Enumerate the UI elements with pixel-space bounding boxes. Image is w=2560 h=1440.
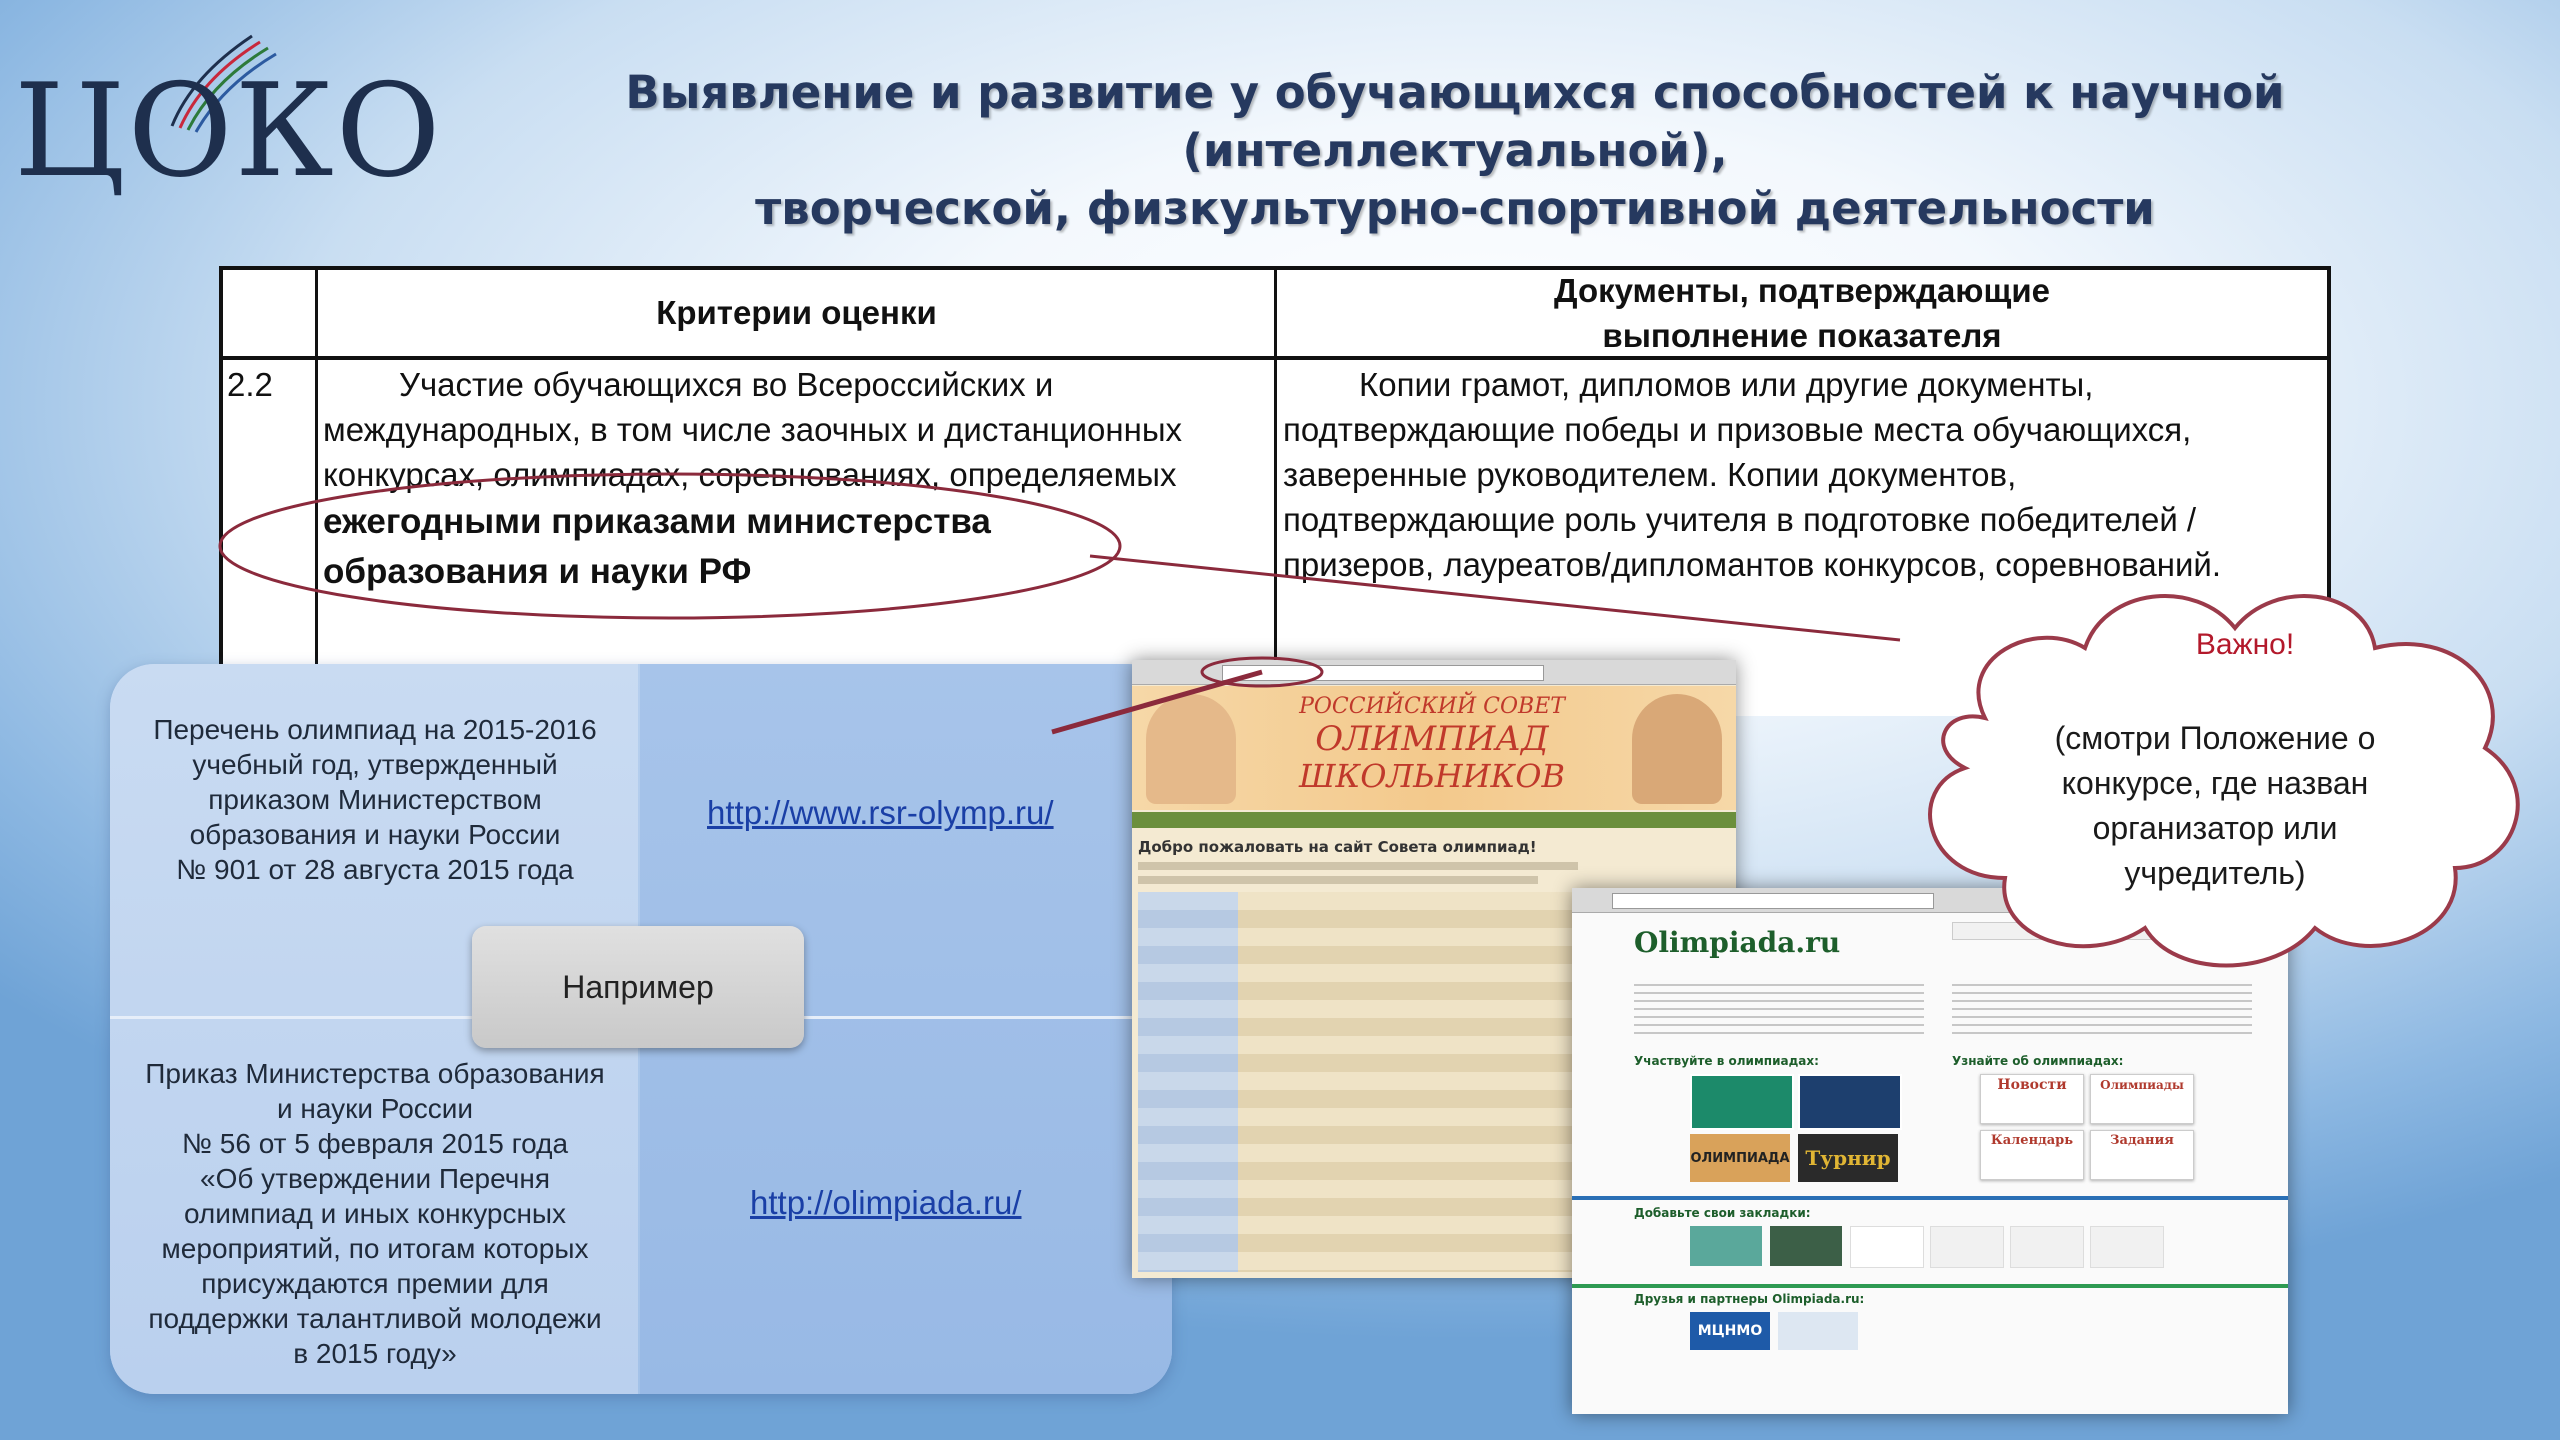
banner-line-2: ОЛИМПИАД [1315, 719, 1549, 759]
news-tile: Новости [1980, 1074, 2084, 1124]
docs-line-3: заверенные руководителем. Копии документов, [1283, 456, 2017, 493]
bookmarks-heading: Добавьте свои закладки: [1634, 1206, 1811, 1220]
row1-line: приказом Министерством [208, 784, 542, 815]
olimpiada-link[interactable]: http://olimpiada.ru/ [750, 1184, 1022, 1221]
banner-line-3: ШКОЛЬНИКОВ [1298, 757, 1566, 795]
row1-line: № 901 от 28 августа 2015 года [176, 854, 574, 885]
header-criteria: Критерии оценки [656, 294, 937, 331]
row1-line: образования и науки России [189, 819, 561, 850]
site-logo: Olimpiada.ru [1634, 926, 1841, 959]
callout-body [2005, 716, 2425, 896]
row-number: 2.2 [227, 366, 273, 403]
callout-line: конкурсе, где назван [2061, 765, 2369, 801]
welcome-heading: Добро пожаловать на сайт Совета олимпиад! [1138, 838, 1537, 856]
header-docs-line-2: выполнение показателя [1602, 317, 2002, 354]
tournament-tile: Турнир [1798, 1134, 1898, 1182]
criteria-line-2: международных, в том числе заочных и дистанционных [323, 411, 1183, 448]
docs-line-4: подтверждающие роль учителя в подготовке победителей / [1283, 501, 2197, 538]
row2-line: и науки России [276, 1093, 474, 1124]
banner-line-1: РОССИЙСКИЙ СОВЕТ [1299, 694, 1565, 719]
row2-line: присуждаются премии для [201, 1268, 549, 1299]
row2-line: № 56 от 5 февраля 2015 года [181, 1128, 569, 1159]
docs-line-2: подтверждающие победы и призовые места обучающихся, [1283, 411, 2192, 448]
criteria-line-1: Участие обучающихся во Всероссийских и [399, 366, 1054, 403]
calendar-tile: Календарь [1980, 1130, 2084, 1180]
callout-line: организатор или [2092, 810, 2338, 846]
row2-line: Приказ Министерства образования [145, 1058, 605, 1089]
example-button[interactable]: Например [472, 926, 804, 1048]
criteria-bold-line-1: ежегодными приказами министерства [323, 502, 991, 541]
olympiad-banner-tile: ОЛИМПИАДА [1690, 1134, 1790, 1182]
row2-line: «Об утверждении Перечня [200, 1163, 550, 1194]
title-line-1: Выявление и развитие у обучающихся способностей к научной (интеллектуальной), [625, 66, 2285, 177]
row2-line: поддержки талантливой молодежи [148, 1303, 602, 1334]
partners-heading: Друзья и партнеры Olimpiada.ru: [1634, 1292, 1865, 1306]
docs-line-5: призеров, лауреатов/дипломантов конкурсов, соревнований. [1283, 546, 2222, 583]
header-docs-line-1: Документы, подтверждающие [1554, 272, 2050, 309]
criteria-bold-line-2: образования и науки РФ [323, 552, 752, 591]
learn-heading: Узнайте об олимпиадах: [1952, 1054, 2124, 1068]
olympiads-tile: Олимпиады [2090, 1074, 2194, 1124]
highlight-ellipse [220, 474, 1120, 618]
title-line-2: творческой, физкультурно-спортивной деятельности [755, 182, 2155, 235]
row2-line: мероприятий, по итогам которых [161, 1233, 589, 1264]
callout-title: Важно! [2195, 628, 2295, 661]
partner-logo: МЦНМО [1690, 1312, 1770, 1350]
row1-line: Перечень олимпиад на 2015-2016 [153, 714, 597, 745]
callout-line: учредитель) [2124, 855, 2306, 891]
row2-line: в 2015 году» [293, 1338, 457, 1369]
tasks-tile: Задания [2090, 1130, 2194, 1180]
url-pointer [1052, 672, 1262, 732]
logo-text: ЦОКО [14, 57, 443, 206]
row1-line: учебный год, утвержденный [192, 749, 558, 780]
callout-line: (смотри Положение о [2054, 720, 2376, 756]
participate-heading: Участвуйте в олимпиадах: [1634, 1054, 1819, 1068]
callout-pointer [1090, 556, 1900, 640]
rsr-olymp-link[interactable]: http://www.rsr-olymp.ru/ [707, 794, 1054, 831]
docs-line-1: Копии грамот, дипломов или другие документы, [1359, 366, 2094, 403]
criteria-line-3: конкурсах, олимпиадах, соревнованиях, определяемых [323, 456, 1177, 493]
row2-line: олимпиад и иных конкурсных [183, 1198, 567, 1229]
important-callout [1895, 568, 2535, 980]
